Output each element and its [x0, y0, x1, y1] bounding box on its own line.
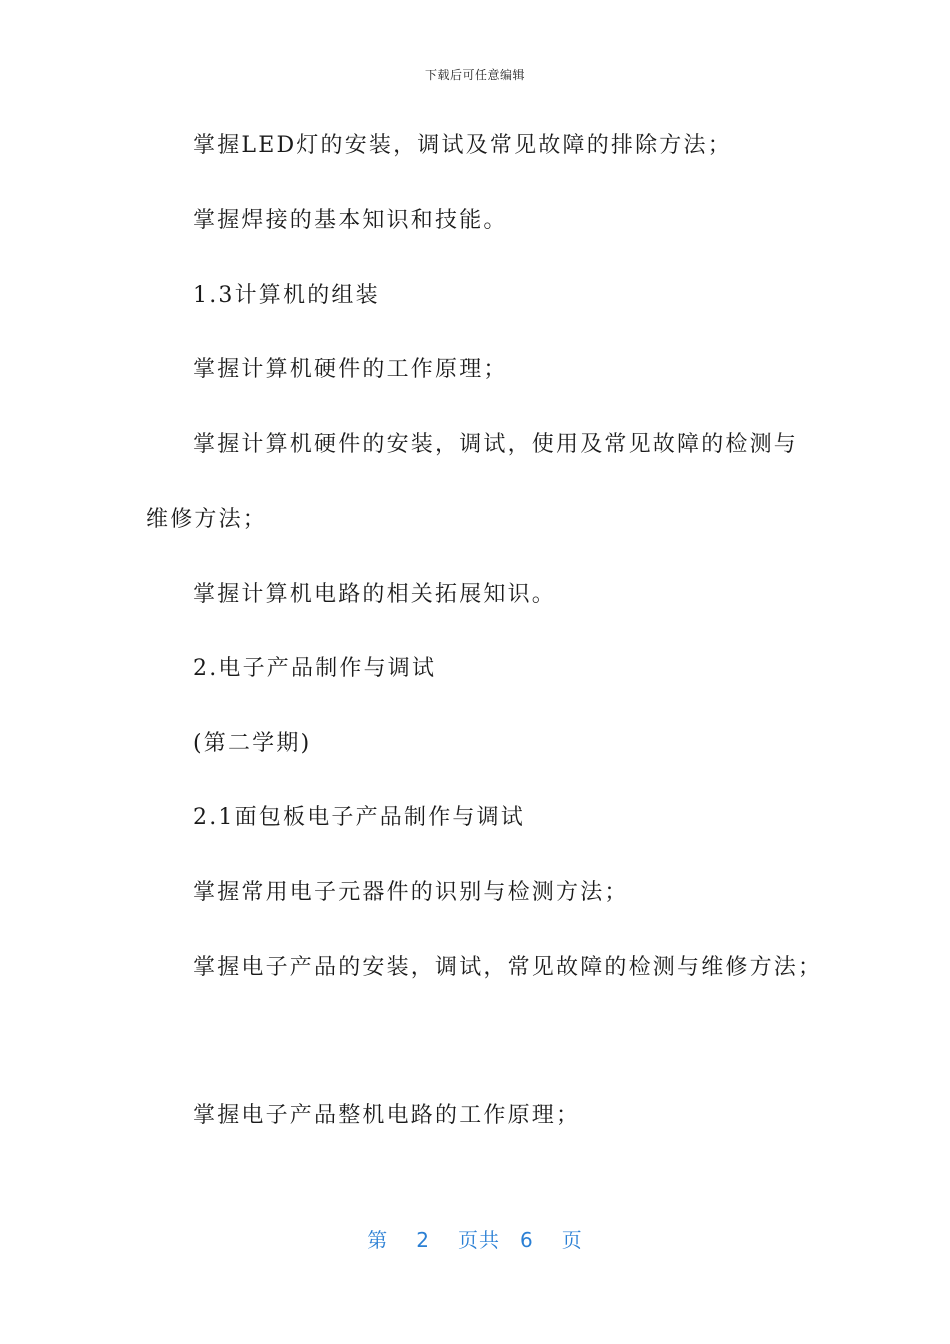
- body-line-continuation: 维修方法；: [146, 507, 268, 532]
- header-note: 下载后可任意编辑: [424, 68, 525, 82]
- body-line: 掌握计算机硬件的安装，调试，使用及常见故障的检测与: [193, 432, 799, 457]
- body-line: 掌握计算机电路的相关拓展知识。: [193, 582, 557, 607]
- body-line: 掌握计算机硬件的工作原理；: [193, 357, 508, 382]
- section-heading: 2.电子产品制作与调试: [193, 656, 437, 681]
- body-line: 掌握常用电子元器件的识别与检测方法；: [193, 880, 629, 905]
- body-line: 掌握焊接的基本知识和技能。: [193, 208, 508, 233]
- page-footer: [0, 1224, 950, 1253]
- section-heading: 1.3计算机的组装: [193, 283, 380, 308]
- section-heading: 2.1面包板电子产品制作与调试: [193, 805, 525, 830]
- body-line: 掌握电子产品整机电路的工作原理；: [193, 1103, 581, 1128]
- footer-middle: 页共: [458, 1228, 500, 1252]
- footer-page-number: 2: [416, 1228, 430, 1252]
- body-line: 掌握LED灯的安装，调试及常见故障的排除方法；: [193, 133, 732, 158]
- footer-total-pages: 6: [520, 1228, 534, 1252]
- body-line: 掌握电子产品的安装，调试，常见故障的检测与维修方法；: [193, 955, 823, 980]
- footer-suffix: 页: [561, 1228, 583, 1252]
- footer-prefix: 第: [367, 1228, 389, 1252]
- semester-label: (第二学期): [193, 731, 312, 756]
